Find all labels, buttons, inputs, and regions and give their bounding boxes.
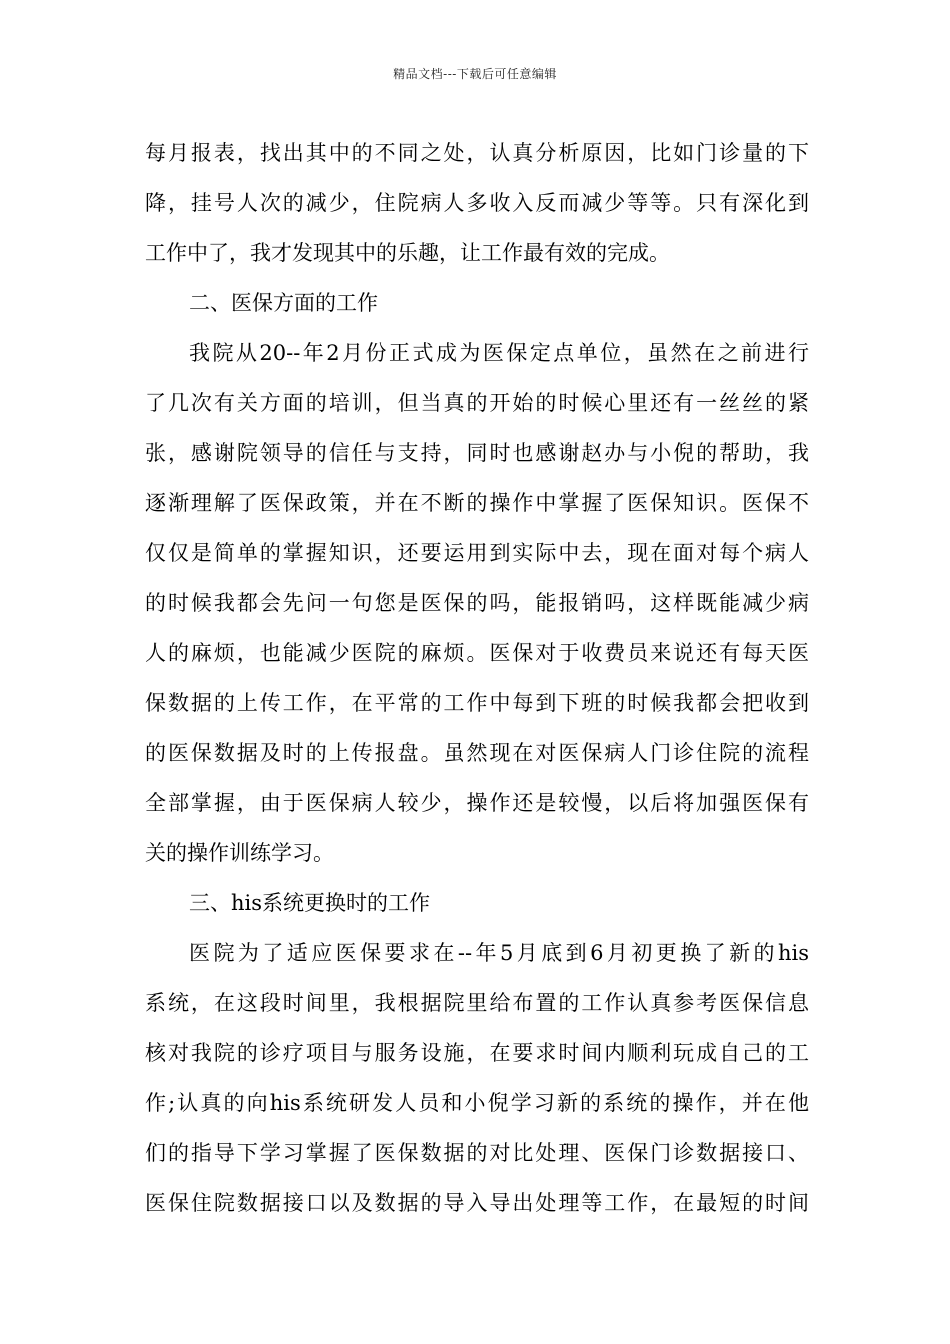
page-header: 精品文档---下载后可任意编辑 xyxy=(393,67,557,81)
text-line: 逐渐理解了医保政策，并在不断的操作中掌握了医保知识。医保不 xyxy=(145,491,809,515)
document-body xyxy=(145,128,809,1228)
text-line: 系统，在这段时间里，我根据院里给布置的工作认真参考医保信息 xyxy=(145,991,809,1015)
text-line: 核对我院的诊疗项目与服务设施，在要求时间内顺利玩成自己的工 xyxy=(145,1041,809,1065)
text-line: 我院从20--年2月份正式成为医保定点单位，虽然在之前进行 xyxy=(189,341,809,365)
text-line: 的医保数据及时的上传报盘。虽然现在对医保病人门诊住院的流程 xyxy=(145,741,809,765)
text-line: 仅仅是简单的掌握知识，还要运用到实际中去，现在面对每个病人 xyxy=(145,541,809,565)
text-line: 医院为了适应医保要求在--年5月底到6月初更换了新的his xyxy=(189,941,809,965)
text-line: 人的麻烦，也能减少医院的麻烦。医保对于收费员来说还有每天医 xyxy=(145,641,809,665)
text-line: 医保住院数据接口以及数据的导入导出处理等工作，在最短的时间 xyxy=(145,1191,809,1215)
text-line: 降，挂号人次的减少，住院病人多收入反而减少等等。只有深化到 xyxy=(145,191,809,215)
text-line: 作;认真的向his系统研发人员和小倪学习新的系统的操作，并在他 xyxy=(145,1091,809,1115)
text-line: 的时候我都会先问一句您是医保的吗，能报销吗，这样既能减少病 xyxy=(145,591,809,615)
text-line: 张，感谢院领导的信任与支持，同时也感谢赵办与小倪的帮助，我 xyxy=(145,441,809,465)
text-line: 工作中了，我才发现其中的乐趣，让工作最有效的完成。 xyxy=(145,241,670,265)
text-line: 保数据的上传工作，在平常的工作中每到下班的时候我都会把收到 xyxy=(145,691,809,715)
text-line: 关的操作训练学习。 xyxy=(145,841,334,865)
text-line: 们的指导下学习掌握了医保数据的对比处理、医保门诊数据接口、 xyxy=(145,1141,809,1165)
text-line: 了几次有关方面的培训，但当真的开始的时候心里还有一丝丝的紧 xyxy=(145,391,809,415)
text-line: 全部掌握，由于医保病人较少，操作还是较慢，以后将加强医保有 xyxy=(145,791,809,815)
section-heading: 三、his系统更换时的工作 xyxy=(189,891,431,915)
section-heading: 二、医保方面的工作 xyxy=(189,291,378,315)
text-line: 每月报表，找出其中的不同之处，认真分析原因，比如门诊量的下 xyxy=(145,141,809,165)
